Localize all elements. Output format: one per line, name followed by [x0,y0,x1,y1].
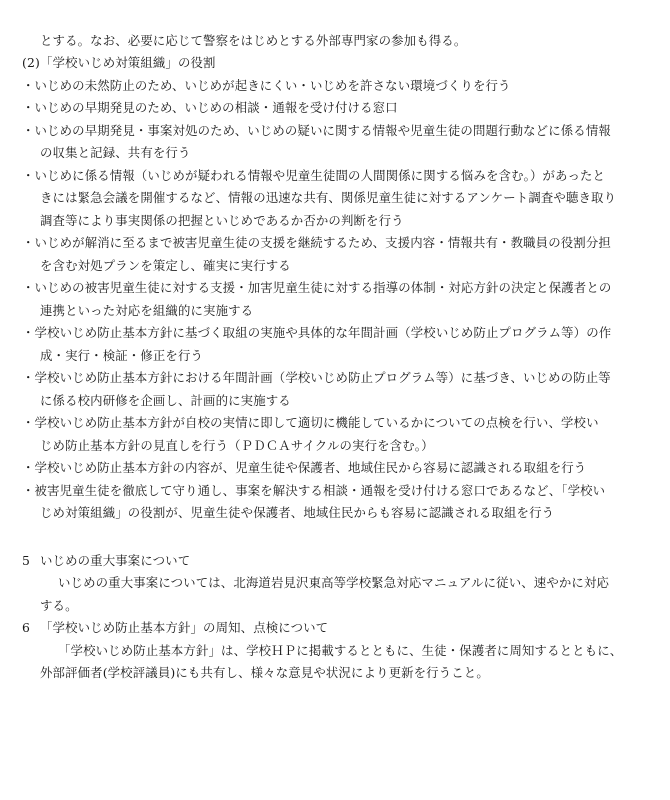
bullet-10-line-1: ・学校いじめ防止基本方針の内容が、児童生徒や保護者、地域住民から容易に認識される取組を行う [22,460,587,475]
bullet-8-line-1: ・学校いじめ防止基本方針における年間計画（学校いじめ防止プログラム等）に基づき、いじめの防止等 [22,370,611,385]
section-5-title: いじめの重大事案について [40,553,191,568]
section-5-body-line-1: いじめの重大事案については、北海道岩見沢東高等学校緊急対応マニュアルに従い、速やかに対応 [58,575,610,590]
intro-continuation: とする。なお、必要に応じて警察をはじめとする外部専門家の参加も得る。 [40,33,467,48]
bullet-6-line-2: 連携といった対応を組織的に実施する [40,303,254,318]
bullet-11-line-2: じめ対策組織」の役割が、児童生徒や保護者、地域住民からも容易に認識される取組を行う [40,505,555,520]
bullet-4-line-2: きには緊急会議を開催するなど、情報の迅速な共有、関係児童生徒に対するアンケート調査や聴き取り [40,190,617,205]
bullet-6-line-1: ・いじめの被害児童生徒に対する支援・加害児童生徒に対する指導の体制・対応方針の決定と保護者との [22,280,612,295]
section-5-number: 5 [22,553,31,568]
bullet-8-line-2: に係る校内研修を企画し、計画的に実施する [40,393,291,408]
section-6-body-line-1: 「学校いじめ防止基本方針」は、学校ＨＰに掲載するとともに、生徒・保護者に周知するとともに、 [58,643,623,658]
bullet-4-line-1: ・いじめに係る情報（いじめが疑われる情報や児童生徒間の人間関係に関する悩みを含む。）があったと [22,168,606,183]
section-5-body-line-2: する。 [40,598,78,613]
bullet-1-line-1: ・いじめの未然防止のため、いじめが起きにくい・いじめを許さない環境づくりを行う [22,78,511,93]
bullet-9-line-1: ・学校いじめ防止基本方針が自校の実情に即して適切に機能しているかについての点検を行い、学校い [22,415,599,430]
bullet-3-line-2: の収集と記録、共有を行う [40,145,191,160]
section-6-number: 6 [22,620,31,635]
bullet-7-line-1: ・学校いじめ防止基本方針に基づく取組の実施や具体的な年間計画（学校いじめ防止プログラム等）の作 [22,325,612,340]
bullet-11-line-1: ・被害児童生徒を徹底して守り通し、事案を解決する相談・通報を受け付ける窓口であるなど、「学校い [22,483,606,498]
subsection-2-heading: (2)「学校いじめ対策組織」の役割 [22,55,216,70]
section-6-title: 「学校いじめ防止基本方針」の周知、点検について [40,620,329,635]
bullet-9-line-2: じめ防止基本方針の見直しを行う（ＰＤＣＡサイクルの実行を含む。） [40,438,434,453]
bullet-4-line-3: 調査等により事実関係の把握といじめであるか否かの判断を行う [40,213,404,228]
section-6-body-line-2: 外部評価者(学校評議員)にも共有し、様々な意見や状況により更新を行うこと。 [40,665,489,680]
bullet-7-line-2: 成・実行・検証・修正を行う [40,348,204,363]
bullet-5-line-2: を含む対処プランを策定し、確実に実行する [40,258,291,273]
bullet-3-line-1: ・いじめの早期発見・事案対処のため、いじめの疑いに関する情報や児童生徒の問題行動などに係る情報 [22,123,611,138]
bullet-5-line-1: ・いじめが解消に至るまで被害児童生徒の支援を継続するため、支援内容・情報共有・教職員の役割分担 [22,235,611,250]
bullet-2-line-1: ・いじめの早期発見のため、いじめの相談・通報を受け付ける窓口 [22,100,398,115]
